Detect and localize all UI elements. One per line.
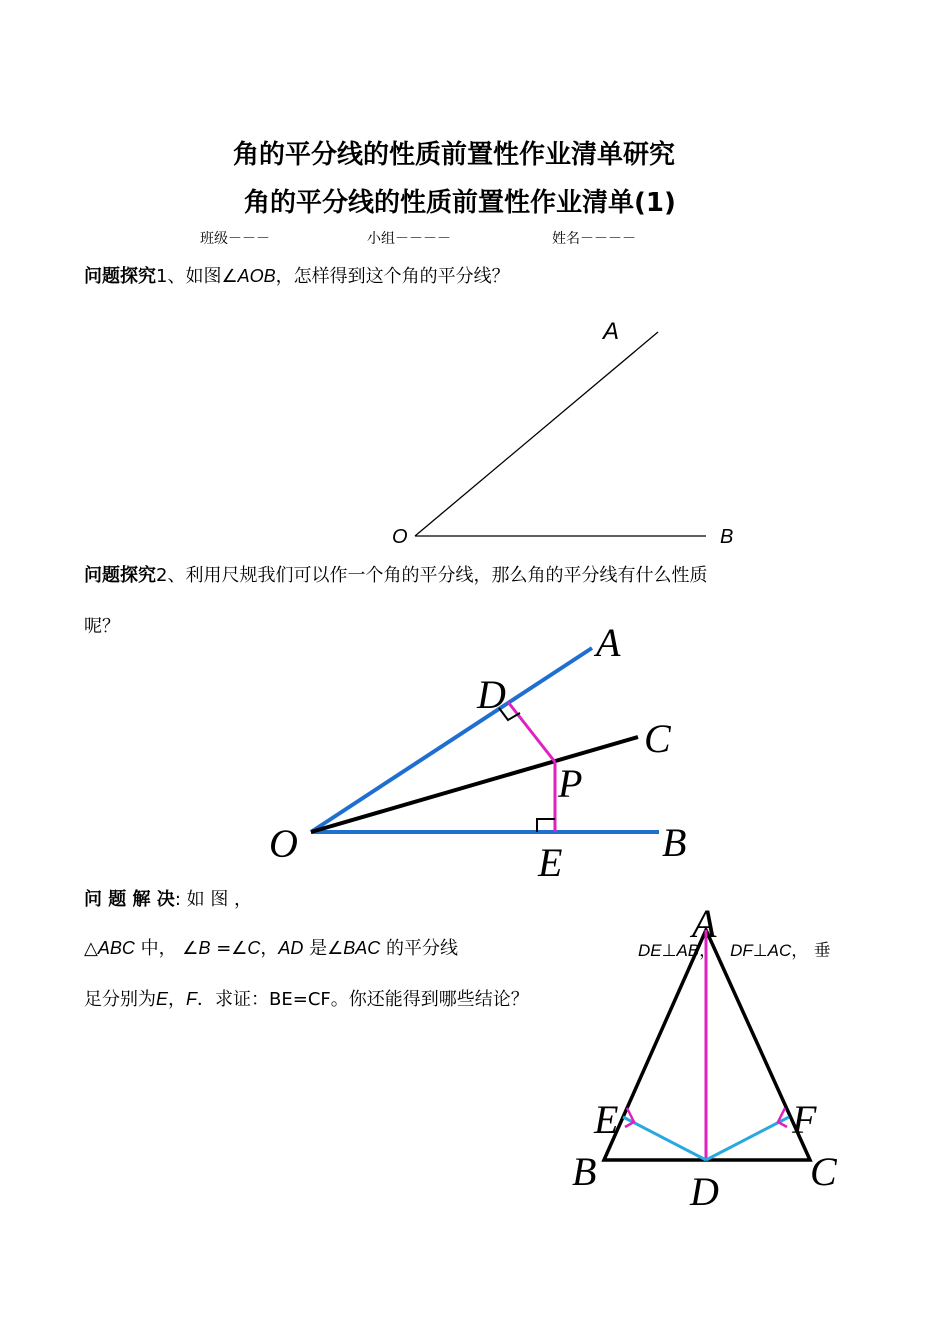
text-bac: BAC — [343, 938, 381, 958]
perp-symbol-2: ⊥ — [752, 941, 768, 961]
triangle-symbol: △ — [84, 938, 98, 959]
text-b: B — [198, 938, 211, 958]
label-b: B — [720, 526, 734, 548]
label-a: A — [692, 901, 717, 946]
label-b: B — [572, 1149, 597, 1194]
label-b: B — [662, 820, 687, 865]
question-3-intro: : 如 图 ， — [174, 889, 253, 910]
perpendicular-df — [706, 1117, 789, 1160]
label-c: C — [810, 1149, 837, 1194]
question-1-heading: 问题探究 — [84, 266, 156, 287]
text-foot: 足分别为 — [84, 989, 156, 1010]
text-prove: ．求证：BE=CF。你还能得到哪些结论？ — [197, 989, 529, 1010]
label-a: A — [596, 620, 621, 665]
text-e: E — [156, 989, 169, 1009]
question-2-text-line1: 、利用尺规我们可以作一个角的平分线，那么角的平分线有什么性质 — [167, 565, 708, 586]
question-3-line2 — [84, 985, 529, 1011]
ray-oa-blue — [311, 648, 592, 832]
question-2-heading: 问题探究 — [84, 565, 156, 586]
worksheet-subtitle: 角的平分线的性质前置性作业清单(1) — [244, 188, 676, 218]
text-de: DE — [638, 941, 662, 960]
text-bisector: 的平分线 — [380, 938, 459, 959]
question-2-number: 2 — [156, 565, 168, 586]
question-1-number: 1 — [156, 266, 168, 287]
label-d: D — [690, 1169, 719, 1214]
label-d: D — [477, 672, 506, 717]
text-comma: ， — [260, 938, 279, 959]
text-c: C — [247, 938, 261, 958]
label-f: F — [792, 1097, 817, 1142]
question-2-line2: 呢？ — [84, 616, 120, 637]
question-3-heading: 问 题 解 决 — [84, 889, 175, 910]
label-o: O — [392, 526, 408, 548]
perp-symbol-1: ⊥ — [661, 941, 677, 961]
label-c: C — [644, 716, 671, 761]
perpendicular-pd — [508, 702, 555, 762]
ray-oa — [415, 332, 658, 536]
text-f: F — [186, 989, 198, 1009]
text-zhong: 中， ∠ — [134, 938, 199, 959]
figure-bisector-property — [0, 620, 950, 890]
group-field: 小组－－－－ — [367, 231, 451, 247]
label-a: A — [603, 318, 620, 345]
text-df: DF — [730, 941, 753, 960]
text-comma-3: ， — [168, 989, 187, 1010]
bisector-oc — [311, 737, 638, 832]
page-title: 角的平分线的性质前置性作业清单研究 — [233, 140, 676, 170]
label-e: E — [538, 840, 563, 885]
name-field: 姓名－－－－ — [552, 231, 636, 247]
text-is-angle: 是∠ — [303, 938, 344, 959]
question-2 — [84, 561, 707, 587]
label-e: E — [594, 1097, 619, 1142]
text-ab: AB — [676, 941, 700, 960]
question-3-line1-right — [638, 936, 831, 961]
label-p: P — [558, 761, 583, 806]
text-equals-angle: =∠ — [210, 938, 248, 959]
figure-angle-aob — [0, 300, 950, 560]
perpendicular-de — [623, 1117, 706, 1160]
text-abc: ABC — [97, 938, 135, 958]
question-1 — [84, 262, 510, 288]
text-ac: AC — [767, 941, 792, 960]
question-1-angle: AOB — [237, 266, 276, 286]
label-o: O — [269, 821, 298, 866]
question-1-text-b: ，怎样得到这个角的平分线？ — [275, 266, 510, 287]
text-ad: AD — [278, 938, 304, 958]
question-1-text-a: 、如图∠ — [167, 266, 238, 287]
text-comma-2: ， — [699, 941, 717, 961]
text-chui: ， 垂 — [791, 941, 831, 961]
class-field: 班级－－－ — [200, 231, 270, 247]
